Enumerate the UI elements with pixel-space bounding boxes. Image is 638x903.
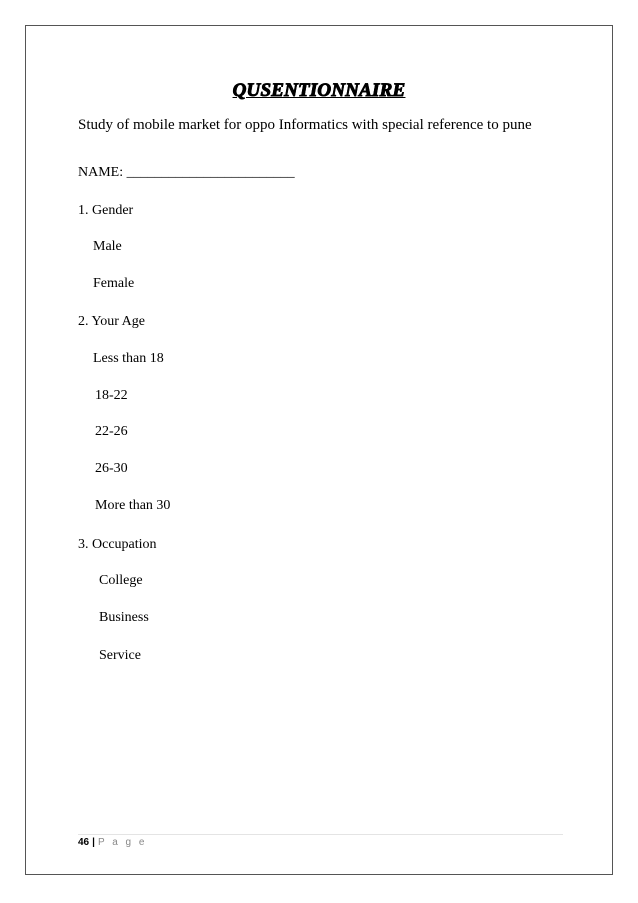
page-label: P a g e (97, 837, 147, 848)
option-18-22: 18-22 (95, 388, 128, 403)
option-business: Business (99, 610, 149, 625)
question-gender: 1. Gender (78, 203, 134, 218)
name-field: NAME: ________________________ (78, 165, 295, 180)
option-male: Male (93, 239, 122, 254)
page-border (25, 25, 613, 875)
study-description: Study of mobile market for oppo Informatics with special reference to pune (78, 117, 532, 133)
option-26-30: 26-30 (95, 461, 128, 476)
option-22-26: 22-26 (95, 424, 128, 439)
option-service: Service (99, 648, 141, 663)
page-footer (78, 837, 147, 848)
option-less-than-18: Less than 18 (93, 351, 164, 366)
footer-rule (78, 834, 563, 835)
question-age: 2. Your Age (78, 314, 145, 329)
option-female: Female (93, 276, 135, 291)
page-title: QUSENTIONNAIRE (232, 80, 406, 101)
question-occupation: 3. Occupation (78, 537, 157, 552)
page-number: 46 (78, 837, 90, 848)
footer-separator: | (92, 837, 95, 848)
option-college: College (99, 573, 143, 588)
option-more-than-30: More than 30 (95, 498, 171, 513)
